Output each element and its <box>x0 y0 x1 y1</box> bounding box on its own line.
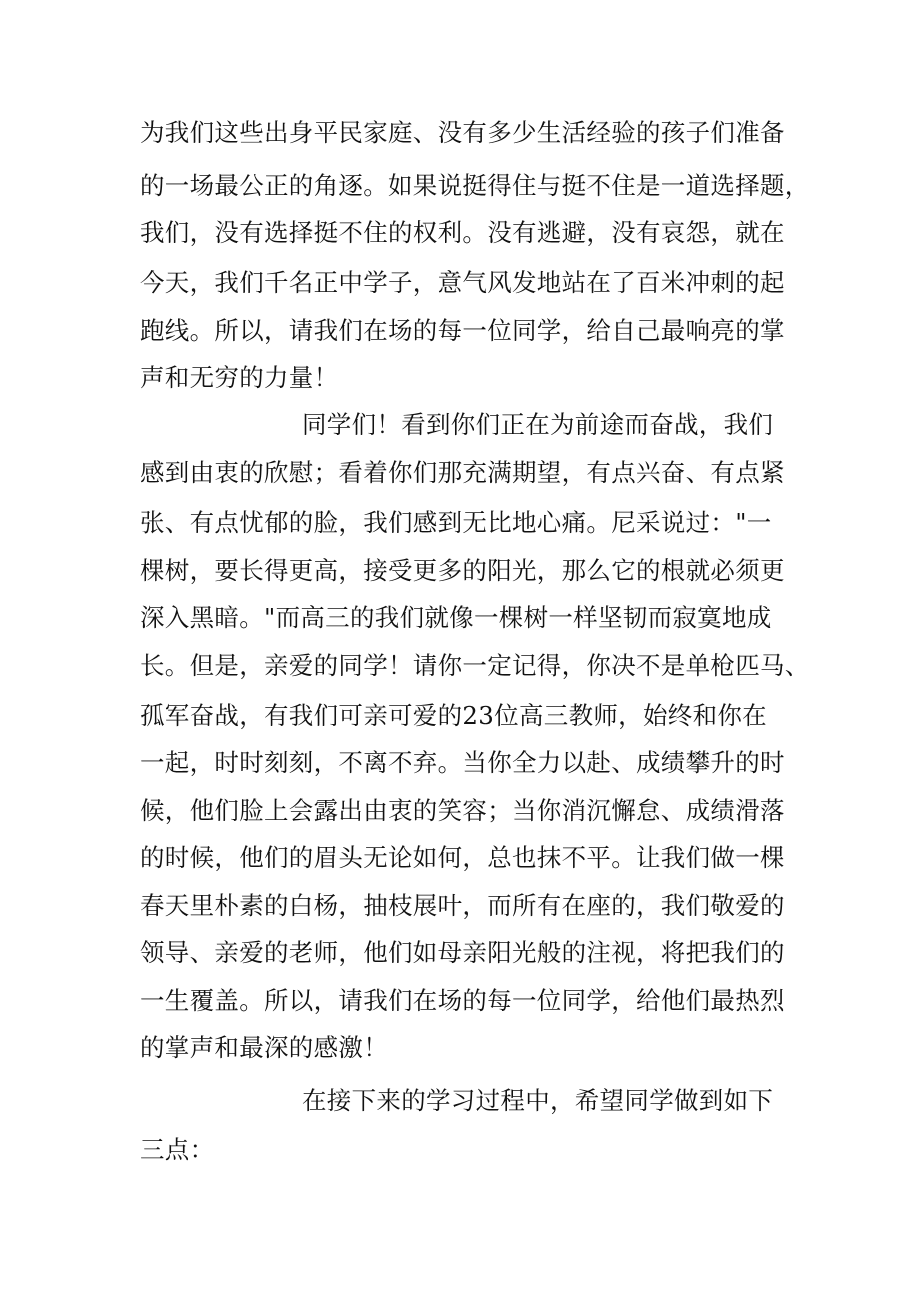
text-line: 感到由衷的欣慰；看着你们那充满期望，有点兴奋、有点紧 <box>140 458 785 487</box>
text-line: 我们，没有选择挺不住的权利。没有逃避，没有哀怨，就在 <box>140 218 785 247</box>
text-line: 候，他们脸上会露出由衷的笑容；当你消沉懈怠、成绩滑落 <box>140 796 785 825</box>
text-line: 棵树，要长得更高，接受更多的阳光，那么它的根就必须更 <box>140 556 785 585</box>
text-line: 深入黑暗。"而高三的我们就像一棵树一样坚韧而寂寞地成 <box>140 603 772 632</box>
text-line: 一起，时时刻刻，不离不弃。当你全力以赴、成绩攀升的时 <box>140 748 785 777</box>
text-line: 在接下来的学习过程中，希望同学做到如下 <box>302 1086 774 1115</box>
text-line: 三点： <box>140 1135 215 1164</box>
text-line: 的时候，他们的眉头无论如何，总也抹不平。让我们做一棵 <box>140 843 785 872</box>
text-line: 一生覆盖。所以，请我们在场的每一位同学，给他们最热烈 <box>140 986 785 1015</box>
text-line: 孤军奋战，有我们可亲可爱的23位高三教师，始终和你在 <box>140 701 767 730</box>
text-line: 春天里朴素的白杨，抽枝展叶，而所有在座的，我们敬爱的 <box>140 891 785 920</box>
text-line: 领导、亲爱的老师，他们如母亲阳光般的注视，将把我们的 <box>140 938 785 967</box>
text-line: 张、有点忧郁的脸，我们感到无比地心痛。尼采说过："一 <box>140 508 772 537</box>
text-line: 同学们！看到你们正在为前途而奋战，我们 <box>302 410 774 439</box>
text-line: 跑线。所以，请我们在场的每一位同学，给自己最响亮的掌 <box>140 316 785 345</box>
text-line: 的一场最公正的角逐。如果说挺得住与挺不住是一道选择题， <box>140 171 810 200</box>
text-line: 的掌声和最深的感激！ <box>140 1033 388 1062</box>
text-line: 长。但是，亲爱的同学！请你一定记得，你决不是单枪匹马、 <box>140 651 810 680</box>
text-line: 声和无穷的力量！ <box>140 363 339 392</box>
text-line: 为我们这些出身平民家庭、没有多少生活经验的孩子们准备 <box>140 118 785 147</box>
text-line: 今天，我们千名正中学子，意气风发地站在了百米冲刺的起 <box>140 268 785 297</box>
